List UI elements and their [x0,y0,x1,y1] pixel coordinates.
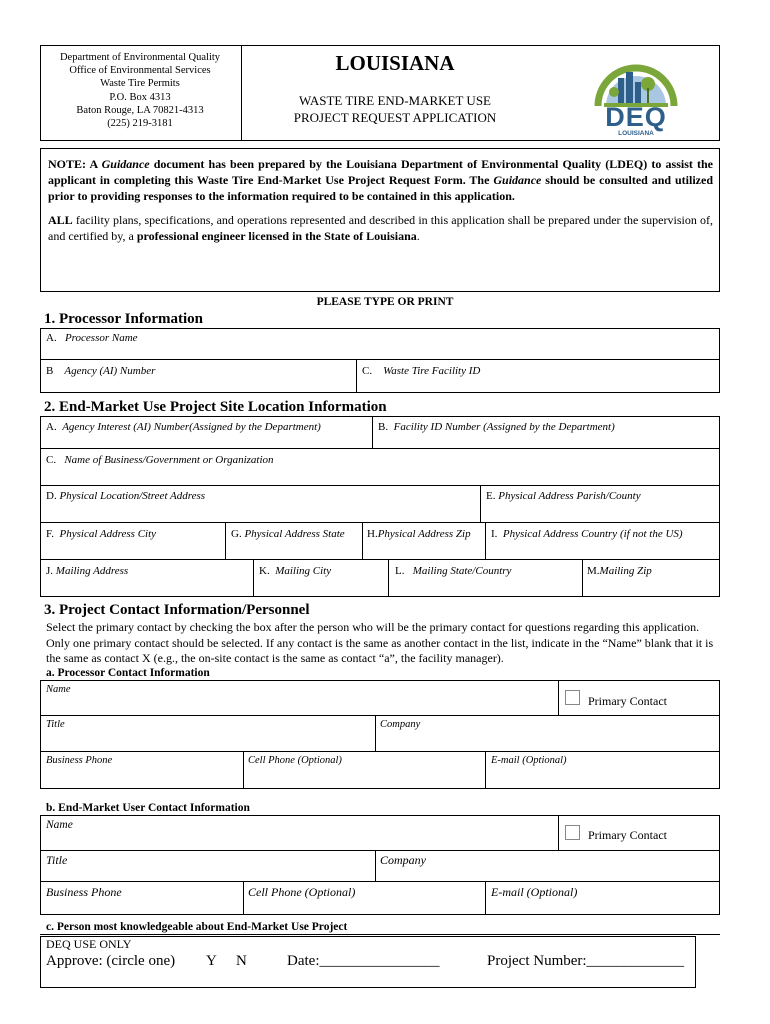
pe-all: ALL [48,213,73,227]
section-3-intro: Select the primary contact by checking the box after the person who will be the primary contact for questions regarding this application. Only one primary contact should be selected. If any contact is the same as another contact in the list, indicate in the “Name” blank that it is the same as contact X (e.g., the on-site contact is the same as contact “a”, the facility manager). [46,620,714,665]
a-email-label: E-mail (Optional) [491,755,567,766]
physical-city-label: F. Physical Address City [46,528,157,540]
approve-no[interactable]: N [236,953,247,969]
state-heading: LOUISIANA [335,51,455,75]
pe-end: . [416,229,420,243]
b-name-field[interactable] [40,815,559,851]
section-1-title: 1. Processor Information [44,311,204,327]
address-line: P.O. Box 4313 [109,91,171,103]
b-business-phone-label: Business Phone [46,885,122,899]
date-field[interactable]: Date:________________ [287,953,440,969]
address-line: Office of Environmental Services [69,65,211,77]
b-primary-contact-checkbox[interactable] [565,825,580,840]
section-2-title: 2. End-Market Use Project Site Location Information [44,399,387,415]
logo-subtext: LOUISIANA [618,130,654,137]
address-line: Department of Environmental Quality [59,52,221,63]
site-ai-number-label: A. Agency Interest (AI) Number(Assigned by the Department) [46,421,321,433]
form-title-line2: PROJECT REQUEST APPLICATION [293,110,497,125]
address-line: Baton Rouge, LA 70821-4313 [76,104,204,116]
logo-text: DEQ [605,102,667,132]
physical-country-label: I. Physical Address Country (if not the US) [491,528,683,540]
a-cell-phone-label: Cell Phone (Optional) [248,755,342,766]
knowledgeable-person-title: c. Person most knowledgeable about End-Market Use Project [46,921,348,933]
facility-id-label: B. Facility ID Number (Assigned by the Department) [378,421,615,433]
b-company-label: Company [380,853,426,867]
deq-logo [588,50,684,140]
note-end: should be consulted and utilized prior to providing responses to the information required to be contained in this application. [48,173,713,203]
a-name-label: Name [46,684,71,695]
section-3-title: 3. Project Contact Information/Personnel [44,602,310,618]
mailing-zip-label: M.Mailing Zip [587,565,652,577]
address-line: (225) 219-3181 [107,118,173,130]
deq-use-only-label: DEQ USE ONLY [46,937,132,951]
b-primary-contact-label: Primary Contact [588,828,667,842]
mailing-state-label: L. Mailing State/Country [395,565,512,577]
b-name-label: Name [46,819,73,831]
a-business-phone-label: Business Phone [46,755,113,766]
form-title-line1: WASTE TIRE END-MARKET USE [299,93,491,108]
mailing-address-label: J. Mailing Address [46,565,129,577]
physical-zip-label: H.Physical Address Zip [367,528,471,540]
b-company-field[interactable] [375,850,720,882]
approve-label: Approve: (circle one) [46,953,176,969]
business-name-label: C. Name of Business/Government or Organization [46,454,274,466]
a-name-field[interactable] [40,680,559,716]
header-divider [241,45,242,141]
mailing-city-label: K. Mailing City [259,565,332,577]
agency-address [44,51,236,130]
c-top-rule [40,934,720,935]
b-email-label: E-mail (Optional) [491,885,578,899]
processor-name-field[interactable] [40,328,720,360]
pe-paragraph [48,212,713,244]
address-line: Waste Tire Permits [100,78,180,90]
processor-contact-title: a. Processor Contact Information [46,667,210,679]
pe-middle: facility plans, specifications, and operations represented and described in this application shall be prepared under the supervision of, and certified by, a [48,213,713,243]
waste-tire-facility-id-label: C. Waste Tire Facility ID [362,365,481,377]
b-title-field[interactable] [40,850,376,882]
please-type: PLEASE TYPE OR PRINT [316,296,454,308]
project-number-field[interactable]: Project Number:_____________ [487,953,685,969]
pe-bold: professional engineer licensed in the State of Louisiana [136,229,417,243]
note-prefix: NOTE: A [48,157,102,171]
a-company-field[interactable] [375,715,720,752]
physical-state-label: G. Physical Address State [231,528,345,540]
a-title-field[interactable] [40,715,376,752]
end-market-contact-title: b. End-Market User Contact Information [46,802,250,814]
b-cell-phone-label: Cell Phone (Optional) [248,885,356,899]
approve-yes[interactable]: Y [206,953,217,969]
form-title [250,92,540,126]
processor-name-label: A. Processor Name [46,332,138,344]
note-middle: document has been prepared by the Louisiana Department of Environmental Quality (LDEQ) to assist the applicant in completing this Waste Tire End-Market Use Project Request Form. The [48,157,713,187]
a-primary-contact-checkbox[interactable] [565,690,580,705]
a-title-label: Title [46,719,65,730]
street-address-label: D. Physical Location/Street Address [46,490,206,502]
agency-ai-number-label: B Agency (AI) Number [46,365,156,377]
note-guidance: Guidance [493,173,542,187]
note-paragraph [48,156,713,204]
b-title-label: Title [46,853,68,867]
a-primary-contact-label: Primary Contact [588,694,667,708]
a-company-label: Company [380,719,421,730]
note-guidance: Guidance [101,157,150,171]
parish-county-label: E. Physical Address Parish/County [486,490,641,502]
